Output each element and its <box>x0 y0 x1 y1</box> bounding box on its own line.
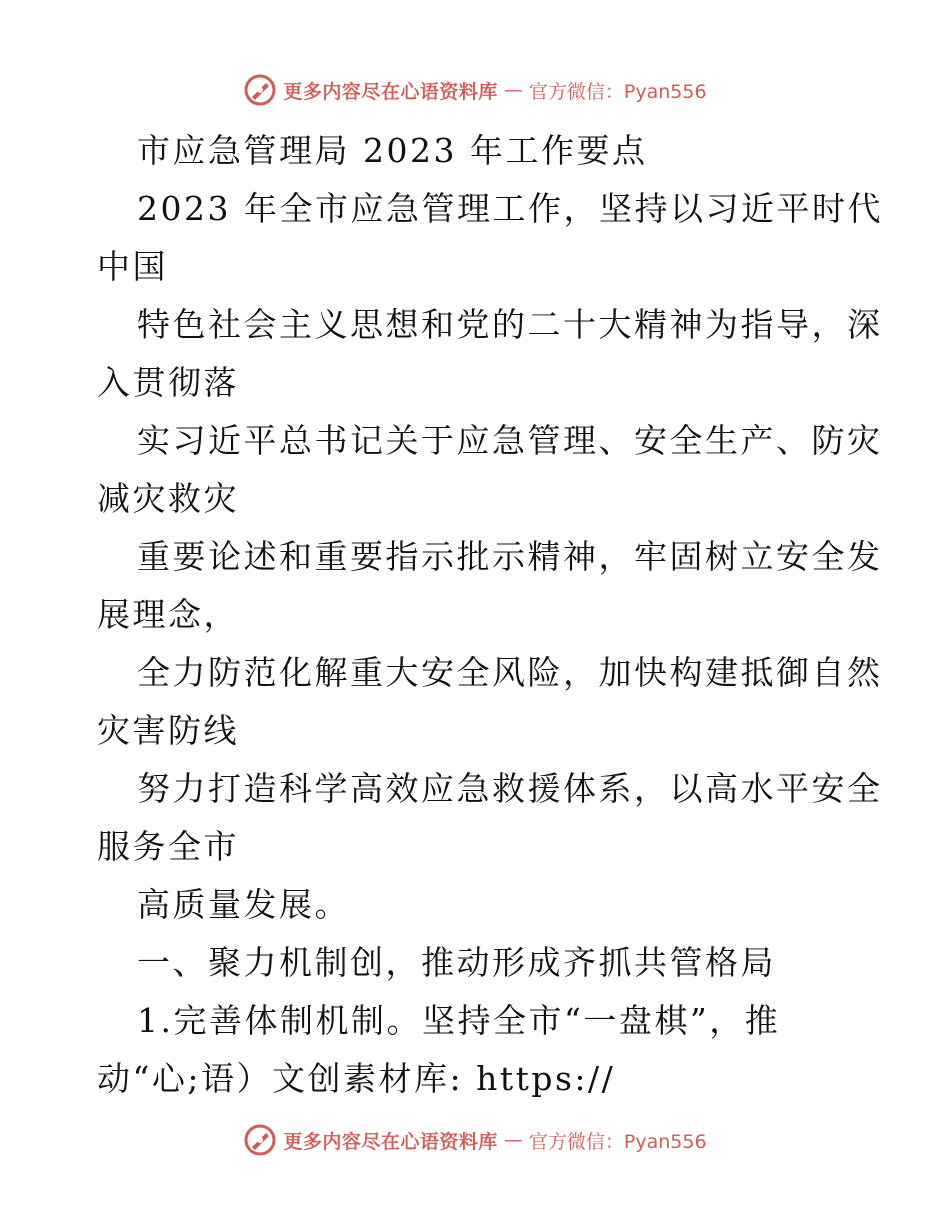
text-line: 1.完善体制机制。坚持全市“一盘棋”，推 <box>137 1001 781 1040</box>
section-heading: 一、聚力机制创，推动形成齐抓共管格局 <box>137 943 776 982</box>
pen-logo-icon <box>243 73 277 107</box>
watermark-contact: 官方微信：Pyan556 <box>528 80 707 103</box>
text-line: 高质量发展。 <box>137 885 350 924</box>
text-line: 中国 <box>97 247 168 286</box>
document-body <box>97 122 883 1108</box>
watermark-separator: — <box>503 79 523 101</box>
text-line: 入贯彻落 <box>97 363 239 402</box>
text-line: 实习近平总书记关于应急管理、安全生产、防灾 <box>137 421 883 460</box>
watermark-separator: — <box>503 1129 523 1151</box>
text-line: 动“心;语）文创素材库: https:// <box>97 1059 616 1098</box>
watermark-contact: 官方微信：Pyan556 <box>528 1130 707 1153</box>
header-watermark <box>0 70 950 110</box>
watermark-brand: 更多内容尽在心语资料库 <box>283 80 498 103</box>
footer-watermark <box>0 1120 950 1160</box>
text-line: 全力防范化解重大安全风险，加快构建抵御自然 <box>137 653 883 692</box>
text-line: 展理念， <box>97 595 239 634</box>
document-title: 市应急管理局 2023 年工作要点 <box>137 131 648 170</box>
text-line: 特色社会主义思想和党的二十大精神为指导，深 <box>137 305 883 344</box>
pen-logo-icon <box>243 1123 277 1157</box>
text-line: 服务全市 <box>97 827 239 866</box>
text-line: 努力打造科学高效应急救援体系，以高水平安全 <box>137 769 883 808</box>
text-line: 灾害防线 <box>97 711 239 750</box>
watermark-brand: 更多内容尽在心语资料库 <box>283 1130 498 1153</box>
text-line: 减灾救灾 <box>97 479 239 518</box>
text-line: 2023 年全市应急管理工作，坚持以习近平时代 <box>137 189 883 228</box>
text-line: 重要论述和重要指示批示精神，牢固树立安全发 <box>137 537 883 576</box>
